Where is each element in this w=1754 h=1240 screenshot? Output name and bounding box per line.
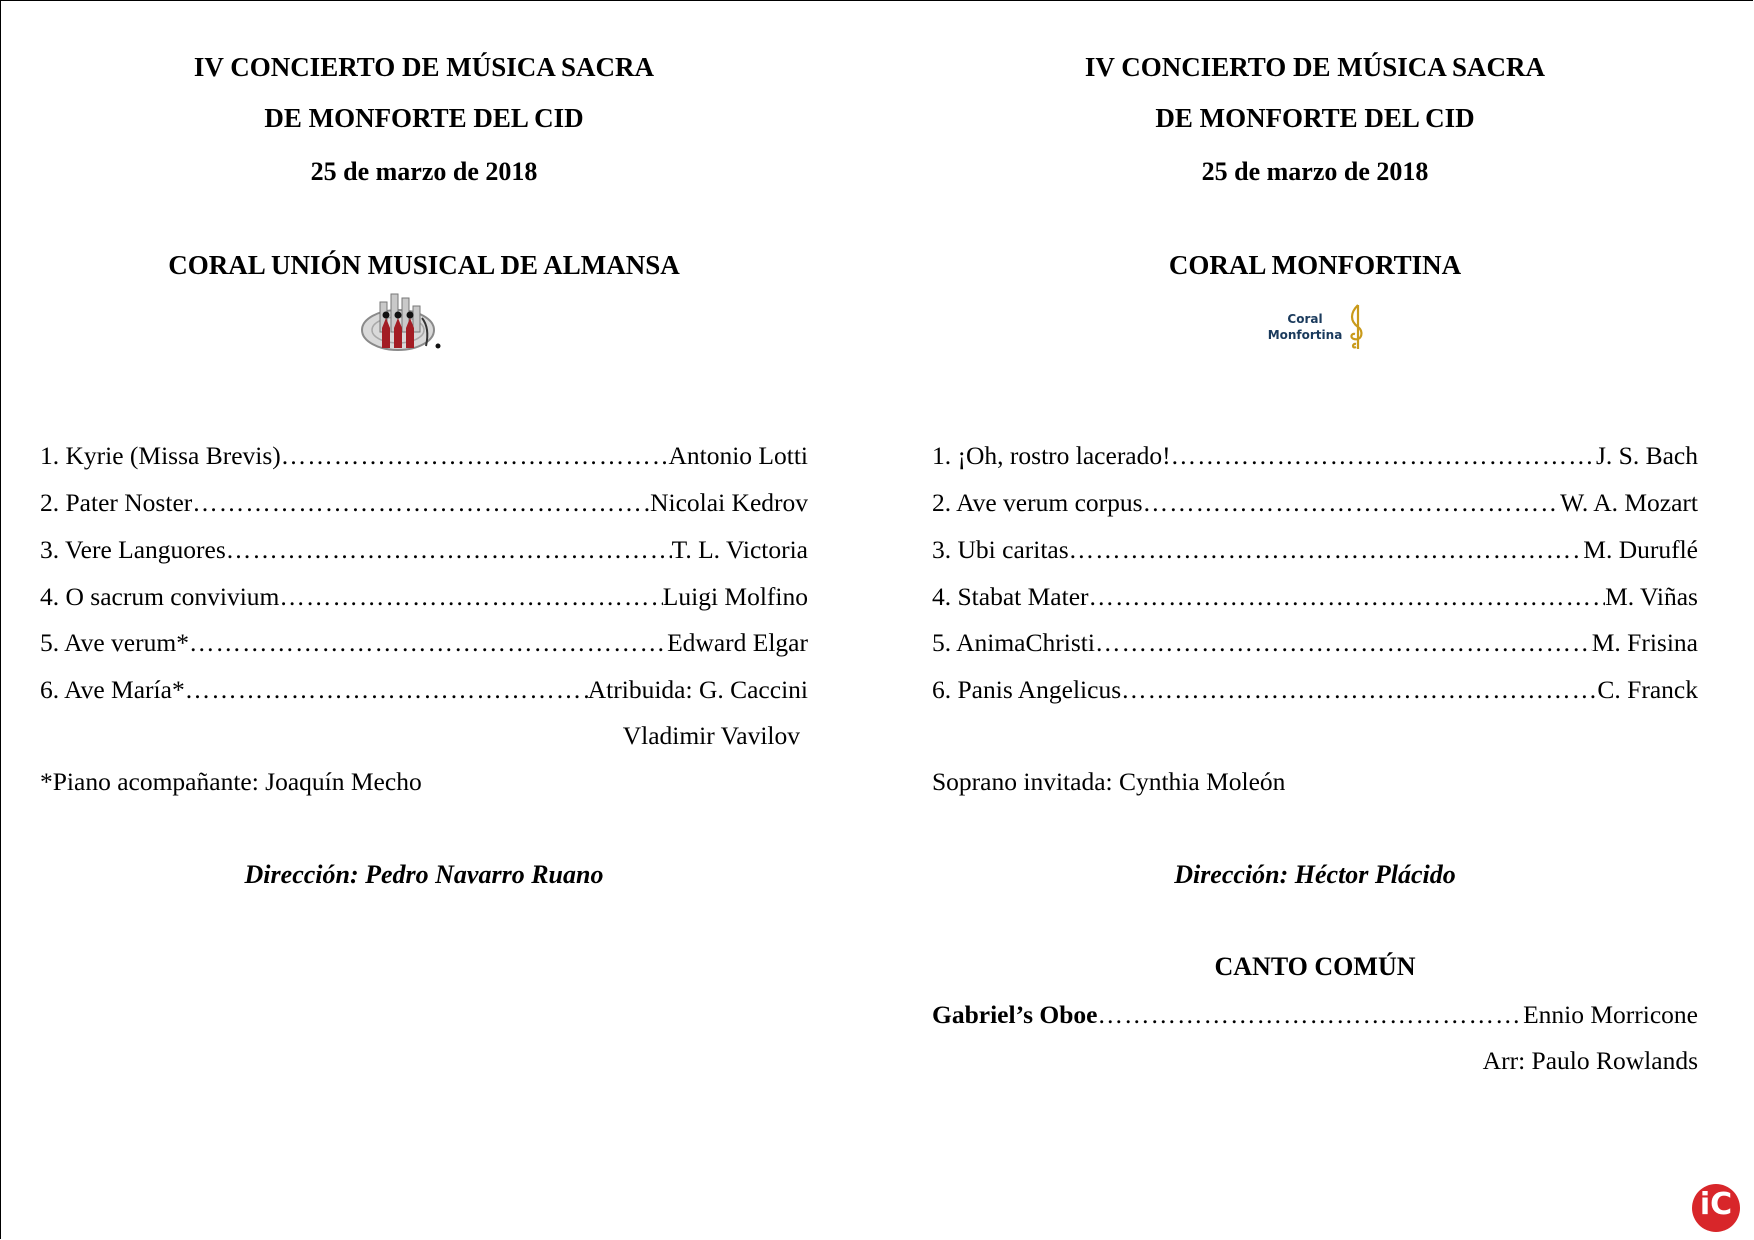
piece-composer: Ennio Morricone (1523, 1000, 1698, 1029)
program-item (932, 675, 1698, 705)
piece-composer: M. Duruflé (1583, 535, 1698, 564)
piece-title: Gabriel’s Oboe (932, 1000, 1098, 1029)
program-item (40, 582, 808, 612)
concert-subtitle: DE MONFORTE DEL CID (1155, 103, 1475, 133)
program-item (932, 535, 1698, 565)
piece-composer: M. Viñas (1605, 582, 1698, 611)
leader-dots (1069, 535, 1584, 565)
piece-composer: T. L. Victoria (671, 535, 808, 564)
piece-title: 6. Ave María* (40, 675, 185, 704)
piece-composer: M. Frisina (1591, 628, 1698, 657)
piece-title: 4. O sacrum convivium (40, 582, 280, 611)
leader-dots (1098, 1000, 1524, 1030)
concert-date: 25 de marzo de 2018 (1201, 157, 1429, 186)
site-logo-badge (1692, 1184, 1740, 1232)
piece-title: 2. Pater Noster (40, 488, 193, 517)
program-item (40, 535, 808, 565)
piece-title: 3. Vere Languores (40, 535, 226, 564)
common-piece-item (932, 1000, 1698, 1030)
common-piece-heading: CANTO COMÚN (1214, 952, 1416, 981)
choir-director: Dirección: Pedro Navarro Ruano (244, 860, 604, 889)
program-item (932, 582, 1698, 612)
piece-composer: Nicolai Kedrov (650, 488, 808, 517)
program-item (40, 441, 808, 471)
program-item (932, 628, 1698, 658)
leader-dots (279, 582, 662, 612)
piece-composer: C. Franck (1597, 675, 1698, 704)
program-item (932, 441, 1698, 471)
guest-soloist-note: Soprano invitada: Cynthia Moleón (932, 767, 1286, 796)
leader-dots (1089, 582, 1606, 612)
concert-date: 25 de marzo de 2018 (310, 157, 538, 186)
piece-composer: Edward Elgar (667, 628, 808, 657)
program-item (40, 488, 808, 518)
choir-name: CORAL UNIÓN MUSICAL DE ALMANSA (168, 250, 680, 280)
leader-dots (189, 628, 667, 658)
concert-title: IV CONCIERTO DE MÚSICA SACRA (193, 52, 655, 82)
additional-composer: Vladimir Vavilov (622, 721, 800, 750)
piece-title: 2. Ave verum corpus (932, 488, 1143, 517)
piece-title: 3. Ubi caritas (932, 535, 1069, 564)
leader-dots (1143, 488, 1561, 518)
program-item (932, 488, 1698, 518)
piece-composer: Antonio Lotti (668, 441, 808, 470)
program-item (40, 675, 808, 705)
leader-dots (281, 441, 669, 471)
piece-composer: Atribuida: G. Caccini (587, 675, 808, 704)
program-right (932, 0, 1698, 1240)
piece-title: 4. Stabat Mater (932, 582, 1089, 611)
piece-title: 5. AnimaChristi (932, 628, 1095, 657)
leader-dots (185, 675, 588, 705)
leader-dots (1095, 628, 1592, 658)
concert-subtitle: DE MONFORTE DEL CID (264, 103, 584, 133)
leader-dots (1171, 441, 1596, 471)
piece-title: 1. Kyrie (Missa Brevis) (40, 441, 281, 470)
piece-title: 5. Ave verum* (40, 628, 189, 657)
treble-clef-icon (1346, 303, 1368, 351)
leader-dots (226, 535, 672, 565)
piece-composer: W. A. Mozart (1560, 488, 1698, 517)
choir-director: Dirección: Héctor Plácido (1174, 860, 1456, 889)
accompanist-note: *Piano acompañante: Joaquín Mecho (40, 767, 422, 796)
program-item (40, 628, 808, 658)
logo-text: Coral (1287, 312, 1323, 326)
piece-composer: Luigi Molfino (662, 582, 808, 611)
choir-logo (358, 288, 450, 356)
program-left (40, 0, 808, 1240)
piece-title: 1. ¡Oh, rostro lacerado! (932, 441, 1171, 470)
choir-name: CORAL MONFORTINA (1168, 250, 1462, 280)
concert-title: IV CONCIERTO DE MÚSICA SACRA (1084, 52, 1546, 82)
logo-text: Monfortina (1267, 328, 1343, 342)
badge-glyph: iC (1699, 1187, 1733, 1222)
arranger: Arr: Paulo Rowlands (1482, 1046, 1698, 1075)
piece-composer: J. S. Bach (1596, 441, 1698, 470)
piece-title: 6. Panis Angelicus (932, 675, 1122, 704)
leader-dots (1121, 675, 1597, 705)
leader-dots (192, 488, 650, 518)
choir-logo (1250, 303, 1370, 351)
